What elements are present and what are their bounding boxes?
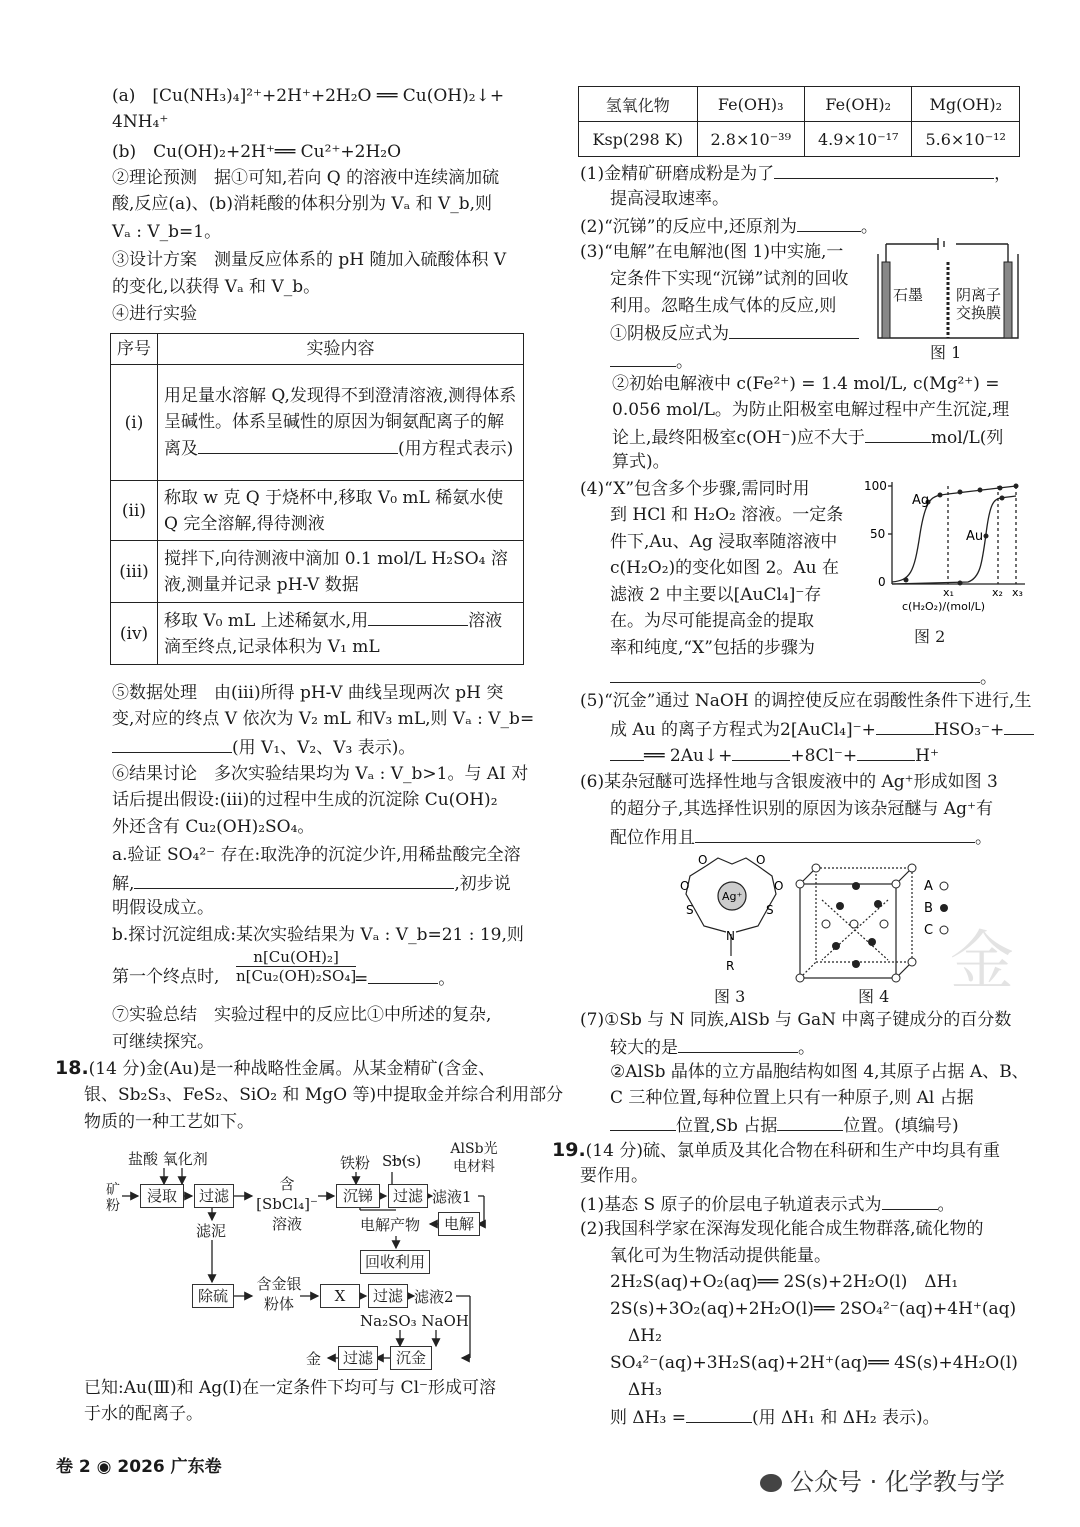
sbcl4-solution-label: 含[SbCl₄]⁻溶液 [256, 1175, 318, 1233]
row-text: (用方程式表示) [398, 439, 514, 459]
text-line [610, 348, 693, 374]
text: +8Cl⁻+ [790, 746, 858, 766]
text-line: 的变化,以获得 Vₐ 和 V_b。 [112, 277, 321, 297]
text-line: 物质的一种工艺如下。 [84, 1112, 254, 1132]
y-tick: 50 [870, 527, 886, 541]
electrolysis-step: 电解 [438, 1212, 480, 1236]
row-no: (ⅳ) [111, 603, 158, 665]
legend-c: C [924, 923, 934, 938]
ksp-header: Fe(OH)₂ [804, 87, 911, 122]
row-no: (ⅰ) [111, 365, 158, 481]
text: 。 [438, 969, 456, 989]
question-number: 19. [552, 1139, 586, 1161]
silver-ion-label: Ag⁺ [722, 890, 743, 903]
text-line: 要作用。 [580, 1166, 648, 1186]
atom-label: O [756, 853, 766, 867]
filter-step: 过滤 [338, 1346, 378, 1370]
au-ag-powder-label: 含金银粉体 [256, 1275, 302, 1313]
reagents-label: Na₂SO₃ NaOH [360, 1312, 469, 1330]
answer-blank[interactable] [610, 742, 644, 761]
page-footer: 卷 2 ◉ 2026 广东卷 [56, 1457, 222, 1477]
text: 。 [798, 1038, 815, 1058]
filter-step: 过滤 [194, 1184, 234, 1208]
gold-precipitation-step: 沉金 [390, 1346, 432, 1370]
text: 。 [975, 828, 992, 848]
text-line: 到 HCl 和 H₂O₂ 溶液。一定条 [610, 505, 844, 525]
text-line: (6)某杂冠醚可选择性地与含银废液中的 Ag⁺形成如图 3 [580, 772, 998, 792]
reagent-label: 盐酸 氧化剂 [128, 1150, 208, 1168]
answer-blank[interactable] [876, 716, 934, 735]
text-line: ②初始电解液中 c(Fe²⁺) = 1.4 mol/L, c(Mg²⁺) = [612, 374, 1000, 394]
text-line: (3)“电解”在电解池(图 1)中实施,一 [580, 242, 844, 262]
text: 配位作用且 [610, 828, 695, 848]
text-line: 氧化可为生物活动提供能量。 [610, 1246, 831, 1266]
answer-blank[interactable] [610, 348, 676, 367]
graphite-label: 石墨 [893, 286, 924, 304]
equation-b: (b) Cu(OH)₂+2H⁺══ Cu²⁺+2H₂O [112, 142, 402, 162]
text: (1)金精矿研磨成粉是为了 [580, 164, 775, 184]
text-line: 银、Sb₂S₃、FeS₂、SiO₂ 和 MgO 等)中提取金并综合利用部分 [84, 1085, 564, 1105]
row-content: 搅拌下,向待测液中滴加 0.1 mol/L H₂SO₄ 溶液,测量并记录 pH-V 数据 [158, 541, 524, 603]
iron-powder-label: 铁粉 [340, 1154, 371, 1172]
equation-delta: ΔH₃ [628, 1380, 662, 1400]
text-line: 外还含有 Cu₂(OH)₂SO₄。 [112, 817, 315, 837]
table-header-no: 序号 [111, 334, 158, 365]
filtrate-2-label: 滤液2 [414, 1288, 454, 1306]
desulfurization-step: 除硫 [192, 1284, 234, 1308]
watermark: 金 [950, 925, 1014, 999]
question-number: 18. [55, 1057, 89, 1079]
text: HSO₃⁻+ [933, 720, 1005, 740]
answer-blank[interactable] [695, 824, 975, 843]
text-line [610, 742, 939, 768]
text-line: 0.056 mol/L。为防止阳极室电解过程中产生沉淀,理 [612, 400, 1010, 420]
text: ,初步说 [454, 874, 511, 894]
text: 。 [980, 668, 997, 688]
text-line [610, 1404, 940, 1430]
legend-a: A [924, 879, 933, 894]
text-line: (5)“沉金”通过 NaOH 的调控使反应在弱酸性条件下进行,生 [580, 691, 1032, 711]
text: mol/L(列 [930, 428, 1004, 448]
text-line: 变,对应的终点 V 依次为 V₂ mL 和V₃ mL,则 Vₐ : V_b= [112, 709, 535, 729]
answer-blank[interactable] [678, 1034, 798, 1053]
answer-blank[interactable] [686, 1404, 752, 1423]
text: 论上,最终阳极室c(OH⁻)应不大于 [612, 428, 865, 448]
text: = [354, 969, 369, 989]
text-line: ⑥结果讨论 多次实验结果均为 Vₐ : V_b>1。与 AI 对 [112, 764, 529, 784]
q-3-1 [610, 320, 859, 346]
text-line [610, 716, 1034, 742]
text: (用 ΔH₁ 和 ΔH₂ 表示)。 [751, 1408, 940, 1428]
ksp-row-label: Ksp(298 K) [579, 122, 698, 157]
y-tick: 0 [878, 575, 886, 589]
text-line [610, 1112, 959, 1138]
filter-step: 过滤 [388, 1184, 428, 1208]
text: 。 [860, 217, 878, 237]
text: H⁺ [915, 746, 939, 766]
series-label-ag: Ag [912, 493, 930, 508]
equation-a-cont: 4NH₄⁺ [112, 112, 169, 132]
filter-step: 过滤 [368, 1284, 408, 1308]
text-line: Vₐ : V_b=1。 [112, 222, 222, 242]
ksp-header: Mg(OH)₂ [912, 87, 1020, 122]
text-line: a.验证 SO₄²⁻ 存在:取洗净的沉淀少许,用稀盐酸完全溶 [112, 845, 521, 865]
text-line: ③设计方案 测量反应体系的 pH 随加入硫酸体积 V [112, 250, 507, 270]
recycle-step: 回收利用 [360, 1250, 430, 1274]
row-content: 称取 w 克 Q 于烧杯中,移取 V₀ mL 稀氨水使 Q 完全溶解,得待测液 [158, 481, 524, 541]
text-line: 提高浸取速率。 [610, 189, 729, 209]
atom-label: S [766, 903, 774, 917]
ksp-header: Fe(OH)₃ [697, 87, 804, 122]
answer-blank[interactable] [797, 213, 861, 232]
row-text: 溶液滴至终点,记录体积为 V₁ mL [164, 611, 503, 657]
equation-delta: ΔH₂ [628, 1326, 662, 1346]
atom-label: S [686, 903, 694, 917]
atom-label: N [726, 929, 735, 943]
y-tick: 100 [864, 479, 887, 493]
text-line: ②理论预测 据①可知,若向 Q 的溶液中连续滴加硫 [112, 168, 500, 188]
step-x: X [320, 1284, 360, 1308]
text-line: 酸,反应(a)、(b)消耗酸的体积分别为 Vₐ 和 V_b,则 [112, 194, 493, 214]
figure-1-caption: 图 1 [930, 343, 962, 362]
x-tick: x₃ [1012, 586, 1023, 599]
account-name: 公众号 · 化学教与学 [790, 1468, 1005, 1496]
text-line: 定条件下实现“沉锑”试剂的回收 [610, 269, 849, 289]
q-1 [580, 160, 1011, 186]
equation: 2S(s)+3O₂(aq)+2H₂O(l)══ 2SO₄²⁻(aq)+4H⁺(aq) [610, 1299, 1017, 1319]
text-line: ⑦实验总结 实验过程中的反应比①中所述的复杂, [112, 1005, 492, 1025]
answer-blank[interactable] [610, 664, 980, 683]
equation-a: (a) [Cu(NH₃)₄]²⁺+2H⁺+2H₂O ══ Cu(OH)₂↓+ [112, 86, 505, 106]
row-no: (ⅱ) [111, 481, 158, 541]
text-line: 可继续探究。 [112, 1032, 214, 1052]
wechat-icon [760, 1474, 782, 1492]
legend-b: B [924, 901, 933, 916]
leach-step: 浸取 [140, 1184, 184, 1208]
text: 则 ΔH₃ = [610, 1408, 686, 1428]
text-line: 第一个终点时, [112, 967, 220, 987]
text-line: C 三种位置,每种位置上只有一种原子,则 Al 占据 [610, 1088, 974, 1108]
ksp-value: 2.8×10⁻³⁹ [697, 122, 804, 157]
text: 位置。(填编号) [843, 1116, 959, 1136]
alsb-material-label: AlSb光电材料 [450, 1141, 498, 1175]
text: 成 Au 的离子方程式为2[AuCl₄]⁻+ [610, 720, 876, 740]
figure-3-caption: 图 3 [714, 987, 746, 1006]
text-line: c(H₂O₂)的变化如图 2。Au 在 [610, 558, 840, 578]
x-axis-label: c(H₂O₂)/(mol/L) [902, 600, 986, 613]
text: ①阴极反应式为 [610, 324, 729, 344]
atom-label: O [774, 879, 784, 893]
figure-4-unit-cell [792, 860, 952, 984]
figure-2-caption: 图 2 [914, 627, 946, 646]
ksp-value: 4.9×10⁻¹⁷ [804, 122, 911, 157]
answer-blank[interactable] [882, 1191, 938, 1210]
figure-3-crown-ether [676, 850, 786, 980]
text: ══ 2Au↓+ [644, 746, 733, 766]
series-label-au: Au [966, 529, 984, 544]
text-line: 已知:Au(Ⅲ)和 Ag(Ⅰ)在一定条件下均可与 Cl⁻形成可溶 [84, 1378, 496, 1398]
equation: 2H₂S(aq)+O₂(aq)══ 2S(s)+2H₂O(l) ΔH₁ [610, 1272, 959, 1292]
q-2 [580, 213, 878, 239]
text-line: 的超分子,其选择性识别的原因为该杂冠醚与 Ag⁺有 [610, 799, 993, 819]
text-line [580, 1191, 955, 1217]
membrane-label: 阴离子 [956, 286, 1002, 304]
text-line [610, 664, 997, 690]
sb-precipitation-step: 沉锑 [336, 1184, 380, 1208]
atom-label: O [698, 853, 708, 867]
text-line: 滤液 2 中主要以[AuCl₄]⁻存 [610, 585, 822, 605]
text-line: 于水的配离子。 [84, 1404, 203, 1424]
text-line: ②AlSb 晶体的立方晶胞结构如图 4,其原子占据 A、B、 [610, 1062, 1029, 1082]
filtrate-1-label: 滤液1 [432, 1188, 472, 1206]
text-line: (7)①Sb 与 N 同族,AlSb 与 GaN 中离子键成分的百分数 [580, 1010, 1012, 1030]
text-line: (4)“X”包含多个步骤,需同时用 [580, 479, 810, 499]
atom-label: O [680, 879, 690, 893]
gold-product-label: 金 [306, 1350, 322, 1368]
wechat-account [760, 1462, 1005, 1497]
text-line: b.探讨沉淀组成:某次实验结果为 Vₐ : V_b=21 : 19,则 [112, 925, 524, 945]
text: (1)基态 S 原子的价层电子轨道表示式为 [580, 1195, 882, 1215]
answer-blank[interactable] [865, 424, 931, 443]
ksp-header: 氢氧化物 [579, 87, 698, 122]
text-line: 件下,Au、Ag 浸取率随溶液中 [610, 532, 838, 552]
text-line: 算式)。 [612, 452, 670, 472]
x-tick: x₂ [992, 586, 1003, 599]
ore-powder-label: 矿粉 [106, 1182, 120, 1214]
text-line: 在。为尽可能提高金的提取 [610, 611, 814, 631]
fraction-denominator: n[Cu₂(OH)₂SO₄] [236, 967, 357, 985]
text: 解, [112, 874, 135, 894]
row-text: 移取 V₀ mL 上述稀氨水,用 [164, 611, 369, 631]
equation: SO₄²⁻(aq)+3H₂S(aq)+2H⁺(aq)══ 4S(s)+4H₂O(l) [610, 1353, 1018, 1373]
text-line: 利用。忽略生成气体的反应,则 [610, 296, 837, 316]
answer-blank[interactable] [729, 320, 859, 339]
row-text: 用足量水溶解 Q,发现得不到澄清溶液,测得体系呈碱性。体系呈碱性的原因为铜氨配离子的解离及 [164, 386, 517, 459]
atom-label: R [726, 959, 735, 973]
text: 位置,Sb 占据 [676, 1116, 778, 1136]
text: 。 [937, 1195, 955, 1215]
ksp-table [578, 86, 1020, 157]
text-line: (2)我国科学家在深海发现化能合成生物群落,硫化物的 [580, 1219, 984, 1239]
answer-blank[interactable] [732, 742, 790, 761]
filter-mud-label: 滤泥 [196, 1222, 227, 1240]
answer-blank[interactable] [774, 160, 994, 179]
text: (用 V₁、V₂、V₃ 表示)。 [232, 738, 416, 758]
text: (14 分)硫、氯单质及其化合物在科研和生产中均具有重 [585, 1141, 1000, 1161]
figure-4-caption: 图 4 [858, 987, 890, 1006]
text-line [610, 1034, 815, 1060]
text-line: 率和纯度,“X”包括的步骤为 [610, 638, 815, 658]
electrolysis-product-label: 电解产物 [360, 1216, 421, 1234]
question-19 [552, 1138, 1000, 1163]
row-no: (ⅲ) [111, 541, 158, 603]
text-line: ⑤数据处理 由(ⅲ)所得 pH-V 曲线呈现两次 pH 突 [112, 683, 504, 703]
x-tick: x₁ [943, 586, 954, 599]
table-header-content: 实验内容 [158, 334, 524, 365]
text: (2)“沉锑”的反应中,还原剂为 [580, 217, 797, 237]
text-line [612, 424, 1003, 450]
answer-blank[interactable] [610, 1112, 676, 1131]
ksp-value: 5.6×10⁻¹² [912, 122, 1020, 157]
text-line: 话后提出假设:(ⅲ)的过程中生成的沉淀除 Cu(OH)₂ [112, 790, 498, 810]
figure-2-chart [840, 474, 1030, 624]
answer-blank[interactable] [1004, 716, 1034, 735]
text: 较大的是 [610, 1038, 678, 1058]
fraction-numerator: n[Cu(OH)₂] [236, 948, 356, 967]
text: ， [994, 164, 1012, 184]
text-line: 明假设成立。 [112, 898, 214, 918]
text-line [610, 824, 992, 850]
sb-solid-label: Sb(s) [382, 1152, 422, 1170]
membrane-label: 交换膜 [956, 304, 1002, 322]
answer-blank[interactable] [857, 742, 915, 761]
answer-blank[interactable] [777, 1112, 843, 1131]
text: 。 [676, 352, 693, 372]
text: (14 分)金(Au)是一种战略性金属。从某金精矿(含金、 [88, 1059, 496, 1079]
text-line: ④进行实验 [112, 304, 197, 324]
